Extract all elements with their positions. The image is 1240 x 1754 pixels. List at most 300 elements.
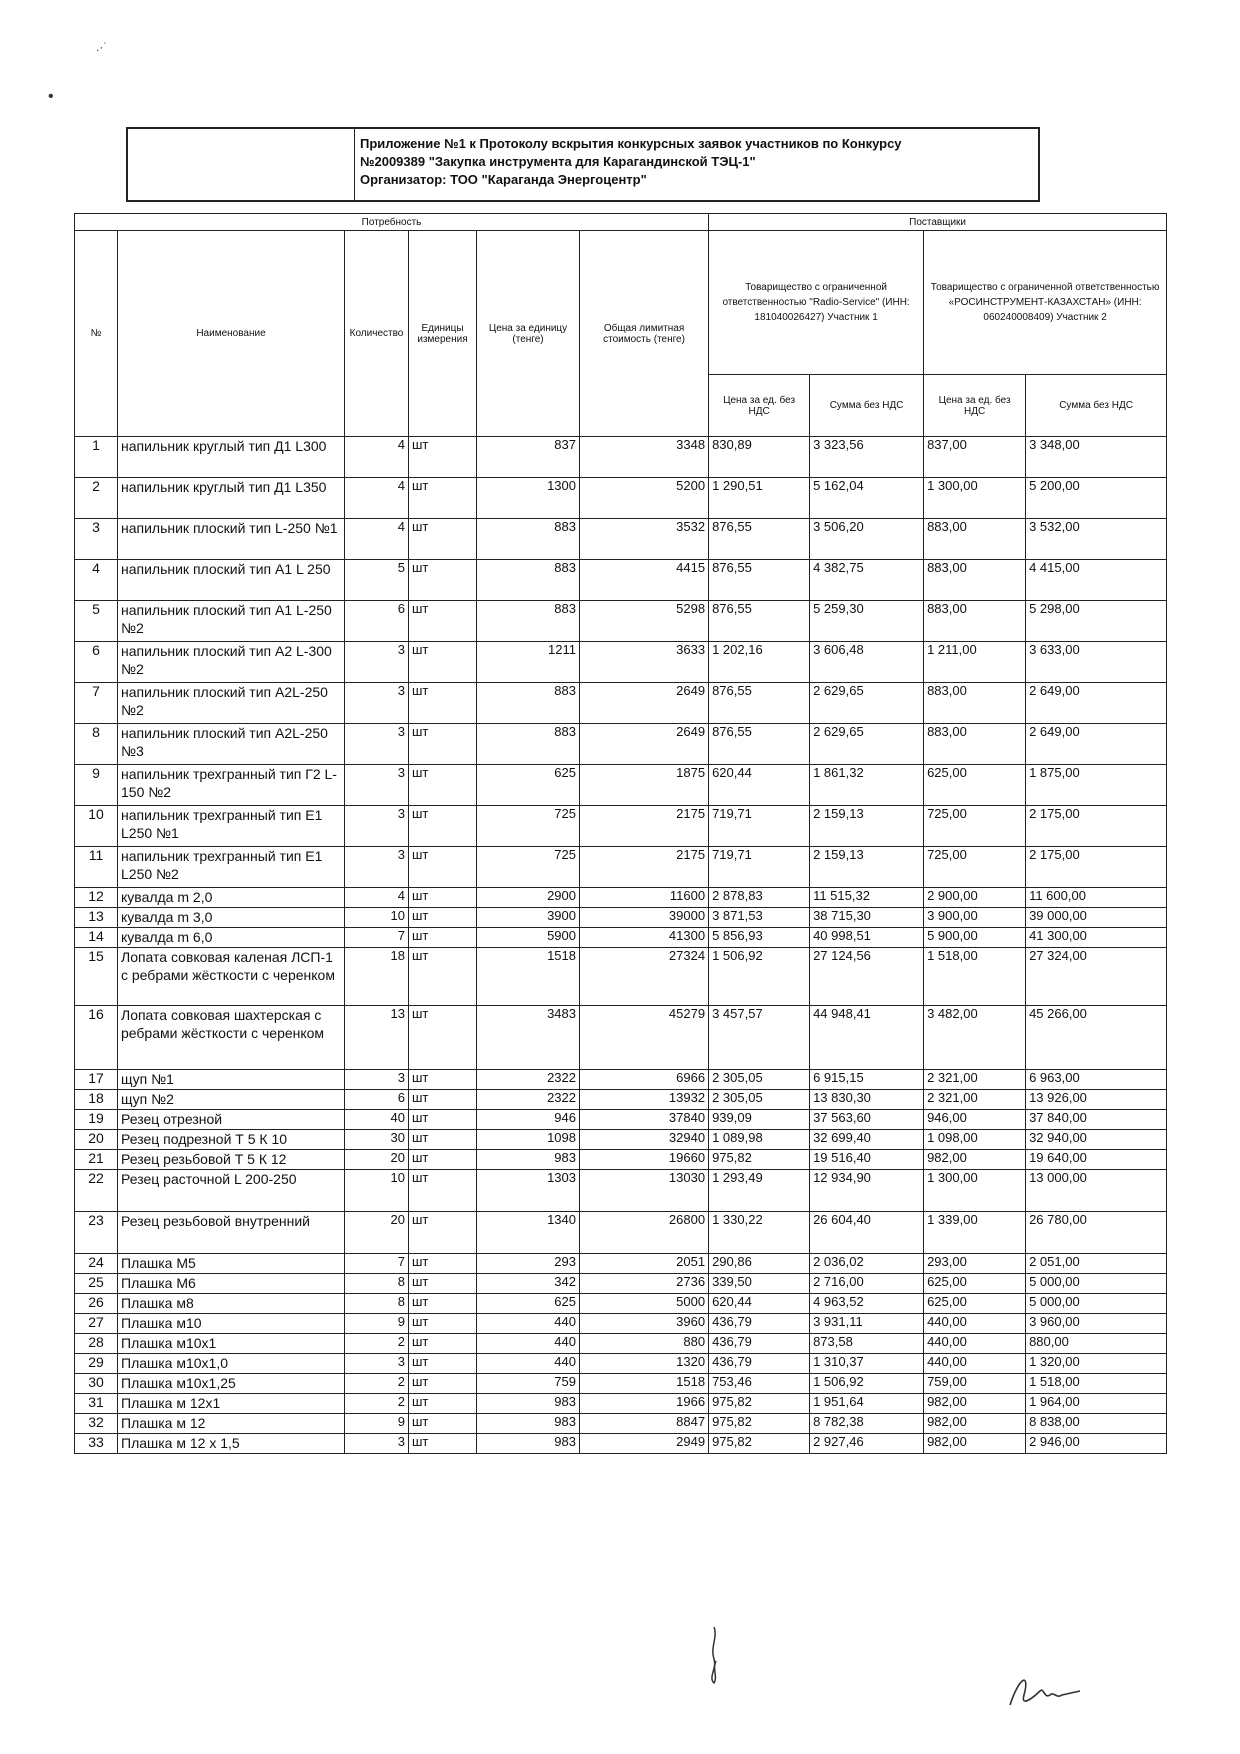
item-total: 6966 [580, 1070, 709, 1090]
supplier-2-price: 837,00 [924, 437, 1026, 478]
item-quantity: 10 [345, 1170, 409, 1212]
item-unit: шт [409, 1212, 477, 1254]
supplier-2-sum: 13 926,00 [1026, 1090, 1167, 1110]
item-unit: шт [409, 601, 477, 642]
supplier-1-price: 1 202,16 [709, 642, 810, 683]
supplier-1-price: 3 457,57 [709, 1006, 810, 1070]
table-row [75, 1354, 1167, 1374]
table-row [75, 1070, 1167, 1090]
item-quantity: 13 [345, 1006, 409, 1070]
supplier-1-price: 975,82 [709, 1394, 810, 1414]
item-unit: шт [409, 888, 477, 908]
item-price: 983 [477, 1394, 580, 1414]
item-total: 32940 [580, 1130, 709, 1150]
row-number: 8 [75, 724, 118, 765]
supplier-1-price: 5 856,93 [709, 928, 810, 948]
item-unit: шт [409, 642, 477, 683]
row-number: 11 [75, 847, 118, 888]
table-row [75, 948, 1167, 1006]
row-number: 4 [75, 560, 118, 601]
item-unit: шт [409, 683, 477, 724]
item-quantity: 10 [345, 908, 409, 928]
supplier-2-price: 440,00 [924, 1354, 1026, 1374]
table-row [75, 601, 1167, 642]
supplier-2-price: 883,00 [924, 560, 1026, 601]
table-row [75, 1414, 1167, 1434]
supplier-1-sum: 37 563,60 [810, 1110, 924, 1130]
supplier-1-sum: 1 310,37 [810, 1354, 924, 1374]
item-price: 3900 [477, 908, 580, 928]
row-number: 30 [75, 1374, 118, 1394]
item-name: Резец расточной L 200-250 [118, 1170, 345, 1212]
supplier-2-price: 982,00 [924, 1394, 1026, 1414]
item-price: 1211 [477, 642, 580, 683]
item-total: 8847 [580, 1414, 709, 1434]
item-price: 625 [477, 765, 580, 806]
table-row [75, 642, 1167, 683]
supplier-2-price: 440,00 [924, 1314, 1026, 1334]
item-total: 1875 [580, 765, 709, 806]
item-name: кувалда m 6,0 [118, 928, 345, 948]
item-total: 2649 [580, 724, 709, 765]
row-number: 22 [75, 1170, 118, 1212]
item-name: Плашка м10х1,0 [118, 1354, 345, 1374]
supplier-1-sum: 2 159,13 [810, 806, 924, 847]
supplier-2-sum: 2 051,00 [1026, 1254, 1167, 1274]
item-unit: шт [409, 1394, 477, 1414]
item-name: напильник плоский тип А2L-250 №3 [118, 724, 345, 765]
item-price: 5900 [477, 928, 580, 948]
item-unit: шт [409, 948, 477, 1006]
item-quantity: 3 [345, 1354, 409, 1374]
supplier-2-header: Товарищество с ограниченной ответственностью «РОСИНСТРУМЕНТ-КАЗАХСТАН» (ИНН: 060240008409) Участник 2 [924, 231, 1167, 375]
supplier-2-sum: 2 175,00 [1026, 847, 1167, 888]
item-name: Плашка М6 [118, 1274, 345, 1294]
supplier-2-sum: 37 840,00 [1026, 1110, 1167, 1130]
supplier-1-price: 1 506,92 [709, 948, 810, 1006]
supplier-1-sum: 4 382,75 [810, 560, 924, 601]
item-name: кувалда m 2,0 [118, 888, 345, 908]
row-number: 6 [75, 642, 118, 683]
supplier-1-sum: 19 516,40 [810, 1150, 924, 1170]
row-number: 1 [75, 437, 118, 478]
supplier-2-price: 625,00 [924, 1294, 1026, 1314]
supplier-1-sum: 2 159,13 [810, 847, 924, 888]
item-name: Плашка м10х1 [118, 1334, 345, 1354]
row-number: 21 [75, 1150, 118, 1170]
item-price: 883 [477, 724, 580, 765]
supplier-2-sum: 2 649,00 [1026, 724, 1167, 765]
item-unit: шт [409, 1434, 477, 1454]
row-number: 17 [75, 1070, 118, 1090]
supplier-1-price: 876,55 [709, 519, 810, 560]
supplier-2-sum: 3 633,00 [1026, 642, 1167, 683]
supplier-2-sum: 41 300,00 [1026, 928, 1167, 948]
item-total: 3960 [580, 1314, 709, 1334]
supplier-2-price: 440,00 [924, 1334, 1026, 1354]
supplier-2-sum: 39 000,00 [1026, 908, 1167, 928]
supplier-1-price: 2 878,83 [709, 888, 810, 908]
item-quantity: 2 [345, 1394, 409, 1414]
supplier-1-sum: 38 715,30 [810, 908, 924, 928]
table-row [75, 1212, 1167, 1254]
supplier-1-sum: 5 259,30 [810, 601, 924, 642]
scan-dot: • [48, 88, 54, 105]
item-price: 625 [477, 1294, 580, 1314]
supplier-1-price: 2 305,05 [709, 1070, 810, 1090]
supplier-1-sum-header: Сумма без НДС [810, 375, 924, 437]
item-quantity: 20 [345, 1212, 409, 1254]
item-quantity: 40 [345, 1110, 409, 1130]
item-name: Резец подрезной Т 5 К 10 [118, 1130, 345, 1150]
item-unit: шт [409, 1314, 477, 1334]
table-row [75, 888, 1167, 908]
item-quantity: 3 [345, 1070, 409, 1090]
item-name: напильник трехгранный тип Е1 L250 №1 [118, 806, 345, 847]
item-unit: шт [409, 1150, 477, 1170]
item-name: щуп №1 [118, 1070, 345, 1090]
supplier-1-sum: 2 716,00 [810, 1274, 924, 1294]
item-quantity: 3 [345, 642, 409, 683]
col-qty-header: Количество [345, 231, 409, 437]
supplier-1-price: 719,71 [709, 847, 810, 888]
item-quantity: 2 [345, 1334, 409, 1354]
supplier-1-sum: 1 506,92 [810, 1374, 924, 1394]
supplier-2-sum: 1 320,00 [1026, 1354, 1167, 1374]
supplier-1-price: 1 089,98 [709, 1130, 810, 1150]
supplier-1-price: 290,86 [709, 1254, 810, 1274]
supplier-2-sum: 5 298,00 [1026, 601, 1167, 642]
row-number: 31 [75, 1394, 118, 1414]
supplier-1-price: 876,55 [709, 683, 810, 724]
item-name: Плашка М5 [118, 1254, 345, 1274]
item-price: 1098 [477, 1130, 580, 1150]
supplier-1-sum: 3 323,56 [810, 437, 924, 478]
supplier-1-price: 830,89 [709, 437, 810, 478]
supplier-2-sum: 3 960,00 [1026, 1314, 1167, 1334]
supplier-2-sum: 5 000,00 [1026, 1274, 1167, 1294]
item-price: 983 [477, 1414, 580, 1434]
supplier-2-price: 1 098,00 [924, 1130, 1026, 1150]
item-name: напильник плоский тип А2 L-300 №2 [118, 642, 345, 683]
item-quantity: 3 [345, 724, 409, 765]
item-total: 2175 [580, 847, 709, 888]
item-name: Лопата совковая каленая ЛСП-1 с ребрами жёсткости с черенком [118, 948, 345, 1006]
supplier-2-price: 1 339,00 [924, 1212, 1026, 1254]
item-total: 4415 [580, 560, 709, 601]
table-row [75, 1170, 1167, 1212]
supplier-1-price: 620,44 [709, 765, 810, 806]
supplier-2-sum: 27 324,00 [1026, 948, 1167, 1006]
item-unit: шт [409, 928, 477, 948]
supplier-2-sum: 2 175,00 [1026, 806, 1167, 847]
item-total: 5298 [580, 601, 709, 642]
item-total: 45279 [580, 1006, 709, 1070]
item-quantity: 5 [345, 560, 409, 601]
item-total: 3633 [580, 642, 709, 683]
item-price: 440 [477, 1314, 580, 1334]
item-quantity: 7 [345, 928, 409, 948]
supplier-2-price: 3 482,00 [924, 1006, 1026, 1070]
row-number: 20 [75, 1130, 118, 1150]
item-price: 2322 [477, 1090, 580, 1110]
item-unit: шт [409, 806, 477, 847]
item-price: 883 [477, 601, 580, 642]
table-row [75, 1274, 1167, 1294]
table-row [75, 908, 1167, 928]
supplier-2-sum: 26 780,00 [1026, 1212, 1167, 1254]
header-line-2: №2009389 "Закупка инструмента для Карагандинской ТЭЦ-1" [360, 154, 756, 169]
row-number: 28 [75, 1334, 118, 1354]
item-quantity: 3 [345, 806, 409, 847]
item-name: кувалда m 3,0 [118, 908, 345, 928]
item-unit: шт [409, 1130, 477, 1150]
table-row [75, 1434, 1167, 1454]
header-line-1: Приложение №1 к Протоколу вскрытия конкурсных заявок участников по Конкурсу [360, 136, 902, 151]
supplier-1-sum: 3 606,48 [810, 642, 924, 683]
item-name: напильник плоский тип А2L-250 №2 [118, 683, 345, 724]
item-quantity: 2 [345, 1374, 409, 1394]
table-row [75, 1374, 1167, 1394]
item-total: 2736 [580, 1274, 709, 1294]
item-unit: шт [409, 847, 477, 888]
table-row [75, 478, 1167, 519]
item-unit: шт [409, 724, 477, 765]
supplier-1-sum: 4 963,52 [810, 1294, 924, 1314]
scan-dots: .·˙ [96, 40, 108, 54]
item-price: 293 [477, 1254, 580, 1274]
supplier-1-sum: 2 927,46 [810, 1434, 924, 1454]
supplier-1-sum: 3 506,20 [810, 519, 924, 560]
table-row [75, 1294, 1167, 1314]
row-number: 27 [75, 1314, 118, 1334]
item-price: 1300 [477, 478, 580, 519]
item-total: 37840 [580, 1110, 709, 1130]
item-unit: шт [409, 1170, 477, 1212]
item-total: 2051 [580, 1254, 709, 1274]
item-price: 883 [477, 519, 580, 560]
supplier-2-price: 625,00 [924, 765, 1026, 806]
supplier-2-sum: 1 964,00 [1026, 1394, 1167, 1414]
supplier-2-price: 2 321,00 [924, 1070, 1026, 1090]
supplier-2-price: 759,00 [924, 1374, 1026, 1394]
item-total: 1518 [580, 1374, 709, 1394]
item-quantity: 8 [345, 1294, 409, 1314]
supplier-2-price: 293,00 [924, 1254, 1026, 1274]
supplier-2-sum: 4 415,00 [1026, 560, 1167, 601]
supplier-2-price: 883,00 [924, 683, 1026, 724]
item-name: Резец отрезной [118, 1110, 345, 1130]
item-quantity: 18 [345, 948, 409, 1006]
supplier-2-price: 3 900,00 [924, 908, 1026, 928]
item-unit: шт [409, 1414, 477, 1434]
supplier-1-sum: 11 515,32 [810, 888, 924, 908]
item-name: Плашка м 12 [118, 1414, 345, 1434]
table-row [75, 847, 1167, 888]
row-number: 32 [75, 1414, 118, 1434]
table-row [75, 1334, 1167, 1354]
document-header [126, 127, 1040, 202]
item-name: щуп №2 [118, 1090, 345, 1110]
col-total-header: Общая лимитная стоимость (тенге) [580, 231, 709, 437]
item-price: 3483 [477, 1006, 580, 1070]
supplier-1-sum: 2 629,65 [810, 724, 924, 765]
supplier-1-sum: 3 931,11 [810, 1314, 924, 1334]
supplier-2-sum: 45 266,00 [1026, 1006, 1167, 1070]
item-unit: шт [409, 1374, 477, 1394]
table-row [75, 560, 1167, 601]
supplier-1-price: 975,82 [709, 1434, 810, 1454]
item-unit: шт [409, 1110, 477, 1130]
supplier-1-price: 939,09 [709, 1110, 810, 1130]
item-quantity: 9 [345, 1314, 409, 1334]
supplier-1-price: 719,71 [709, 806, 810, 847]
supplier-1-sum: 8 782,38 [810, 1414, 924, 1434]
supplier-1-sum: 2 036,02 [810, 1254, 924, 1274]
supplier-1-price: 1 290,51 [709, 478, 810, 519]
supplier-1-sum: 27 124,56 [810, 948, 924, 1006]
supplier-1-price: 876,55 [709, 601, 810, 642]
table-body [75, 437, 1167, 1454]
item-price: 946 [477, 1110, 580, 1130]
supplier-2-price: 982,00 [924, 1434, 1026, 1454]
bids-table [74, 213, 1167, 1454]
item-unit: шт [409, 1254, 477, 1274]
supplier-1-price: 620,44 [709, 1294, 810, 1314]
table-row [75, 1150, 1167, 1170]
supplier-2-price: 1 518,00 [924, 948, 1026, 1006]
supplier-2-price: 982,00 [924, 1414, 1026, 1434]
signature-scribble [1000, 1665, 1090, 1715]
item-name: Плашка м8 [118, 1294, 345, 1314]
row-number: 12 [75, 888, 118, 908]
item-price: 1518 [477, 948, 580, 1006]
supplier-2-sum: 2 649,00 [1026, 683, 1167, 724]
row-number: 7 [75, 683, 118, 724]
item-unit: шт [409, 908, 477, 928]
item-name: напильник плоский тип А1 L-250 №2 [118, 601, 345, 642]
item-price: 1340 [477, 1212, 580, 1254]
supplier-1-sum: 40 998,51 [810, 928, 924, 948]
table-row [75, 1394, 1167, 1414]
item-price: 342 [477, 1274, 580, 1294]
supplier-2-sum: 1 518,00 [1026, 1374, 1167, 1394]
item-unit: шт [409, 560, 477, 601]
supplier-1-sum: 13 830,30 [810, 1090, 924, 1110]
table-row [75, 519, 1167, 560]
supplier-2-sum: 11 600,00 [1026, 888, 1167, 908]
table-row [75, 683, 1167, 724]
row-number: 33 [75, 1434, 118, 1454]
item-quantity: 3 [345, 683, 409, 724]
item-quantity: 6 [345, 1090, 409, 1110]
row-number: 29 [75, 1354, 118, 1374]
item-total: 13030 [580, 1170, 709, 1212]
supplier-1-sum: 6 915,15 [810, 1070, 924, 1090]
item-quantity: 30 [345, 1130, 409, 1150]
supplier-2-price-header: Цена за ед. без НДС [924, 375, 1026, 437]
row-number: 14 [75, 928, 118, 948]
item-unit: шт [409, 437, 477, 478]
supplier-1-sum: 873,58 [810, 1334, 924, 1354]
supplier-2-sum: 2 946,00 [1026, 1434, 1167, 1454]
group-need-header: Потребность [75, 214, 709, 231]
item-quantity: 4 [345, 437, 409, 478]
row-number: 18 [75, 1090, 118, 1110]
item-price: 1303 [477, 1170, 580, 1212]
row-number: 2 [75, 478, 118, 519]
supplier-2-sum-header: Сумма без НДС [1026, 375, 1167, 437]
item-total: 2949 [580, 1434, 709, 1454]
supplier-1-price: 1 330,22 [709, 1212, 810, 1254]
supplier-2-price: 883,00 [924, 519, 1026, 560]
supplier-2-sum: 13 000,00 [1026, 1170, 1167, 1212]
item-quantity: 3 [345, 1434, 409, 1454]
table-row [75, 765, 1167, 806]
signature-mark [700, 1625, 730, 1685]
supplier-2-price: 883,00 [924, 724, 1026, 765]
item-price: 440 [477, 1354, 580, 1374]
row-number: 19 [75, 1110, 118, 1130]
supplier-2-price: 1 300,00 [924, 1170, 1026, 1212]
supplier-2-price: 625,00 [924, 1274, 1026, 1294]
supplier-1-sum: 12 934,90 [810, 1170, 924, 1212]
col-name-header: Наименование [118, 231, 345, 437]
supplier-1-price: 436,79 [709, 1354, 810, 1374]
item-unit: шт [409, 1090, 477, 1110]
supplier-1-price: 2 305,05 [709, 1090, 810, 1110]
item-total: 2175 [580, 806, 709, 847]
item-unit: шт [409, 478, 477, 519]
item-unit: шт [409, 1070, 477, 1090]
supplier-1-sum: 32 699,40 [810, 1130, 924, 1150]
item-name: Резец резьбовой Т 5 К 12 [118, 1150, 345, 1170]
supplier-1-price: 876,55 [709, 560, 810, 601]
item-quantity: 8 [345, 1274, 409, 1294]
item-price: 983 [477, 1150, 580, 1170]
item-total: 2649 [580, 683, 709, 724]
supplier-2-sum: 1 875,00 [1026, 765, 1167, 806]
row-number: 5 [75, 601, 118, 642]
table-row [75, 1006, 1167, 1070]
item-unit: шт [409, 1294, 477, 1314]
item-name: Лопата совковая шахтерская с ребрами жёсткости с черенком [118, 1006, 345, 1070]
item-name: напильник плоский тип А1 L 250 [118, 560, 345, 601]
item-name: напильник круглый тип Д1 L300 [118, 437, 345, 478]
supplier-1-sum: 1 861,32 [810, 765, 924, 806]
supplier-2-sum: 32 940,00 [1026, 1130, 1167, 1150]
row-number: 15 [75, 948, 118, 1006]
col-price-header: Цена за единицу (тенге) [477, 231, 580, 437]
header-title [360, 135, 1032, 189]
item-total: 1966 [580, 1394, 709, 1414]
supplier-1-price: 3 871,53 [709, 908, 810, 928]
item-quantity: 9 [345, 1414, 409, 1434]
item-name: Плашка м10х1,25 [118, 1374, 345, 1394]
supplier-1-price: 975,82 [709, 1414, 810, 1434]
item-price: 759 [477, 1374, 580, 1394]
item-name: Плашка м 12х1 [118, 1394, 345, 1414]
supplier-2-price: 725,00 [924, 847, 1026, 888]
item-total: 19660 [580, 1150, 709, 1170]
item-price: 725 [477, 806, 580, 847]
item-total: 27324 [580, 948, 709, 1006]
item-price: 983 [477, 1434, 580, 1454]
item-price: 2322 [477, 1070, 580, 1090]
item-unit: шт [409, 1006, 477, 1070]
row-number: 25 [75, 1274, 118, 1294]
item-name: напильник круглый тип Д1 L350 [118, 478, 345, 519]
